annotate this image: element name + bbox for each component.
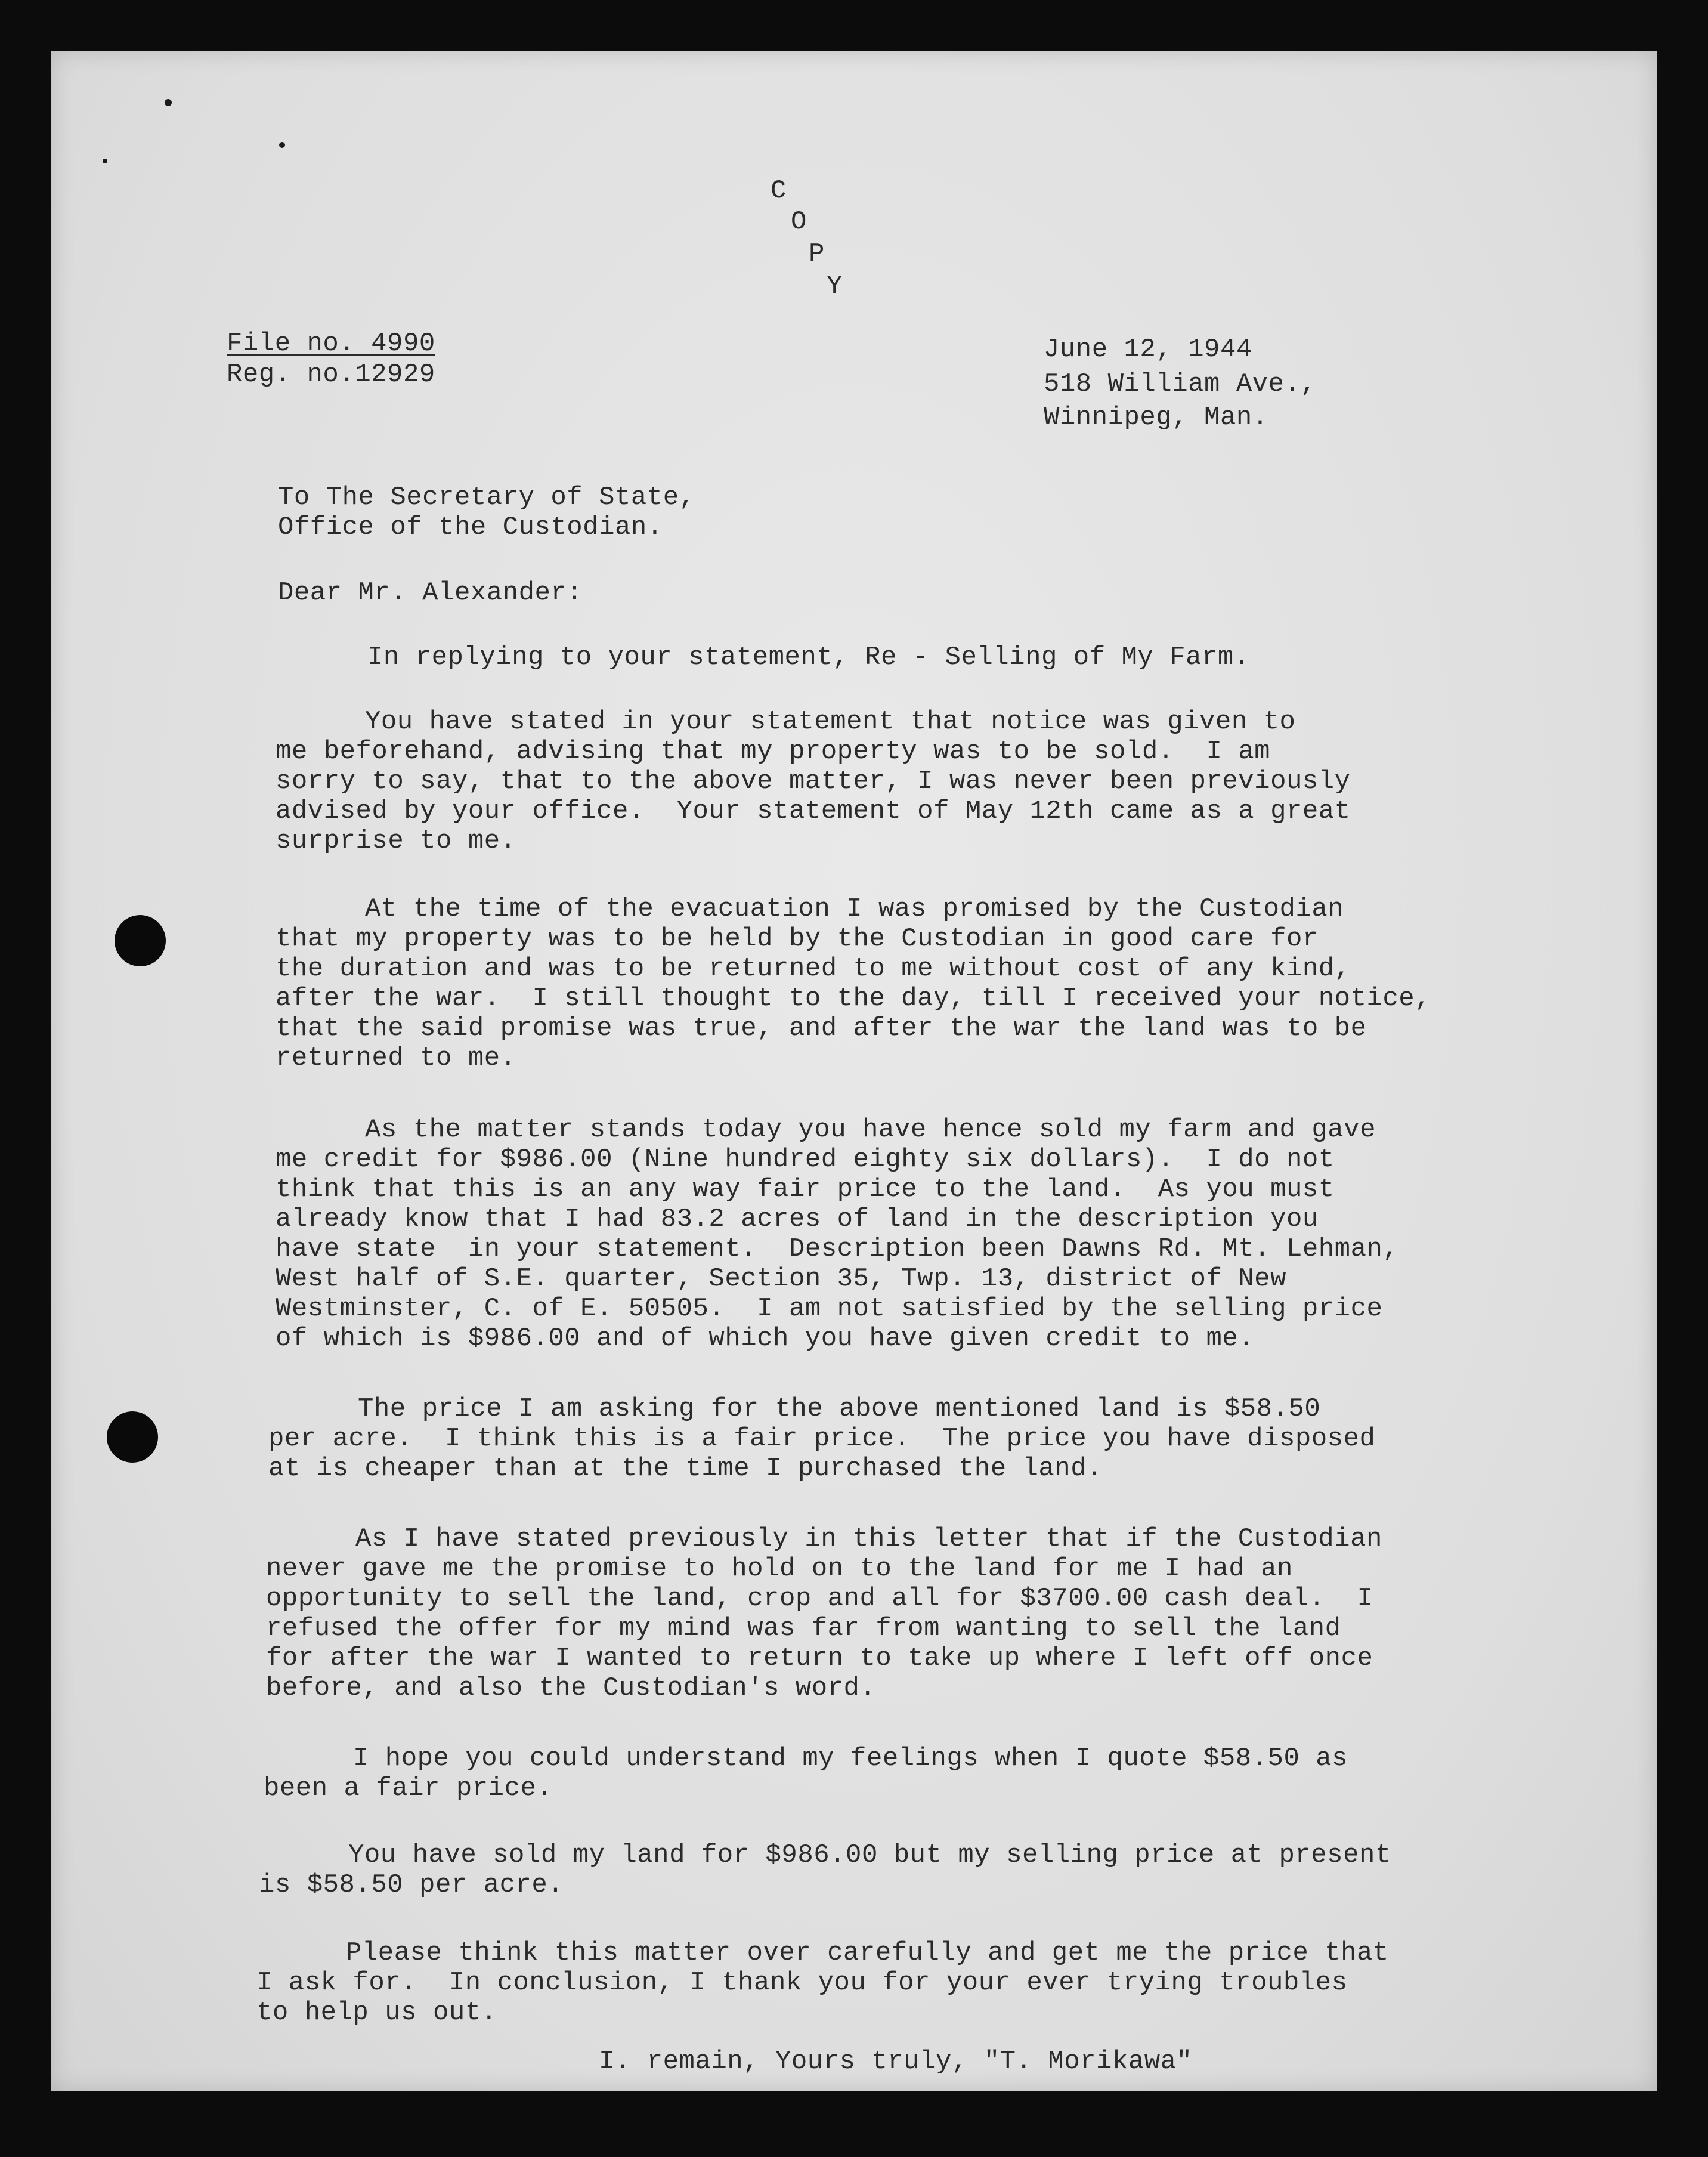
body-line: At the time of the evacuation I was promised by the Custodian: [365, 894, 1344, 924]
address-line: Winnipeg, Man.: [1044, 403, 1268, 432]
body-line: after the war. I still thought to the day, till I received your notice,: [276, 984, 1431, 1013]
body-line: at is cheaper than at the time I purchased the land.: [268, 1454, 1103, 1484]
body-line: I ask for. In conclusion, I thank you for your ever trying troubles: [256, 1968, 1348, 1998]
copy-letter: P: [809, 239, 825, 269]
body-line: of which is $986.00 and of which you have given credit to me.: [276, 1324, 1255, 1353]
address-line: 518 William Ave.,: [1044, 369, 1317, 399]
file-number: File no. 4990: [227, 329, 435, 359]
copy-letter: C: [771, 176, 787, 206]
body-line: me beforehand, advising that my property was to be sold. I am: [276, 737, 1271, 767]
body-line: before, and also the Custodian's word.: [266, 1673, 876, 1703]
body-line: to help us out.: [256, 1998, 497, 2028]
body-line: advised by your office. Your statement of May 12th came as a great: [276, 796, 1351, 826]
body-line: opportunity to sell the land, crop and all for $3700.00 cash deal. I: [266, 1584, 1373, 1614]
reg-number: Reg. no.12929: [227, 360, 435, 390]
body-line: refused the offer for my mind was far from wanting to sell the land: [266, 1614, 1341, 1643]
letter-date: June 12, 1944: [1044, 335, 1252, 364]
salutation: Dear Mr. Alexander:: [278, 578, 583, 608]
body-line: that the said promise was true, and after the war the land was to be: [276, 1013, 1367, 1043]
recipient-line: Office of the Custodian.: [278, 512, 663, 542]
body-line: already know that I had 83.2 acres of land in the description you: [276, 1204, 1319, 1234]
ink-speck: [103, 159, 107, 163]
body-line: me credit for $986.00 (Nine hundred eighty six dollars). I do not: [276, 1145, 1335, 1175]
body-line: have state in your statement. Description been Dawns Rd. Mt. Lehman,: [276, 1234, 1399, 1264]
recipient-line: To The Secretary of State,: [278, 483, 695, 512]
body-line: surprise to me.: [276, 826, 516, 856]
body-line: returned to me.: [276, 1043, 516, 1073]
body-line: As the matter stands today you have hence sold my farm and gave: [365, 1115, 1376, 1145]
body-line: per acre. I think this is a fair price. The price you have disposed: [268, 1424, 1376, 1454]
body-line: The price I am asking for the above mentioned land is $58.50: [358, 1394, 1321, 1424]
body-line: You have stated in your statement that notice was given to: [365, 707, 1296, 737]
body-line: I hope you could understand my feelings when I quote $58.50 as: [353, 1744, 1348, 1773]
body-line: As I have stated previously in this letter that if the Custodian: [355, 1524, 1382, 1554]
body-line: Westminster, C. of E. 50505. I am not satisfied by the selling price: [276, 1294, 1383, 1324]
body-line: for after the war I wanted to return to take up where I left off once: [266, 1643, 1373, 1673]
body-line: You have sold my land for $986.00 but my selling price at present: [348, 1840, 1391, 1870]
body-line: West half of S.E. quarter, Section 35, Twp. 13, district of New: [276, 1264, 1286, 1294]
letter-page: [51, 51, 1657, 2091]
punch-hole-top: [115, 915, 166, 966]
copy-letter: O: [791, 207, 807, 237]
copy-letter: Y: [827, 271, 843, 301]
body-line: sorry to say, that to the above matter, I was never been previously: [276, 767, 1351, 796]
ink-speck: [279, 142, 285, 148]
body-line: is $58.50 per acre.: [259, 1870, 564, 1900]
ink-speck: [165, 99, 172, 106]
punch-hole-bottom: [107, 1411, 158, 1463]
body-line: been a fair price.: [264, 1773, 553, 1803]
body-line: never gave me the promise to hold on to the land for me I had an: [266, 1554, 1293, 1584]
subject-line: In replying to your statement, Re - Selling of My Farm.: [367, 642, 1250, 672]
closing-signature: I. remain, Yours truly, "T. Morikawa": [599, 2047, 1193, 2076]
body-line: Please think this matter over carefully and get me the price that: [346, 1938, 1389, 1968]
body-line: think that this is an any way fair price to the land. As you must: [276, 1175, 1335, 1204]
body-line: the duration and was to be returned to me without cost of any kind,: [276, 954, 1351, 984]
body-line: that my property was to be held by the Custodian in good care for: [276, 924, 1319, 954]
